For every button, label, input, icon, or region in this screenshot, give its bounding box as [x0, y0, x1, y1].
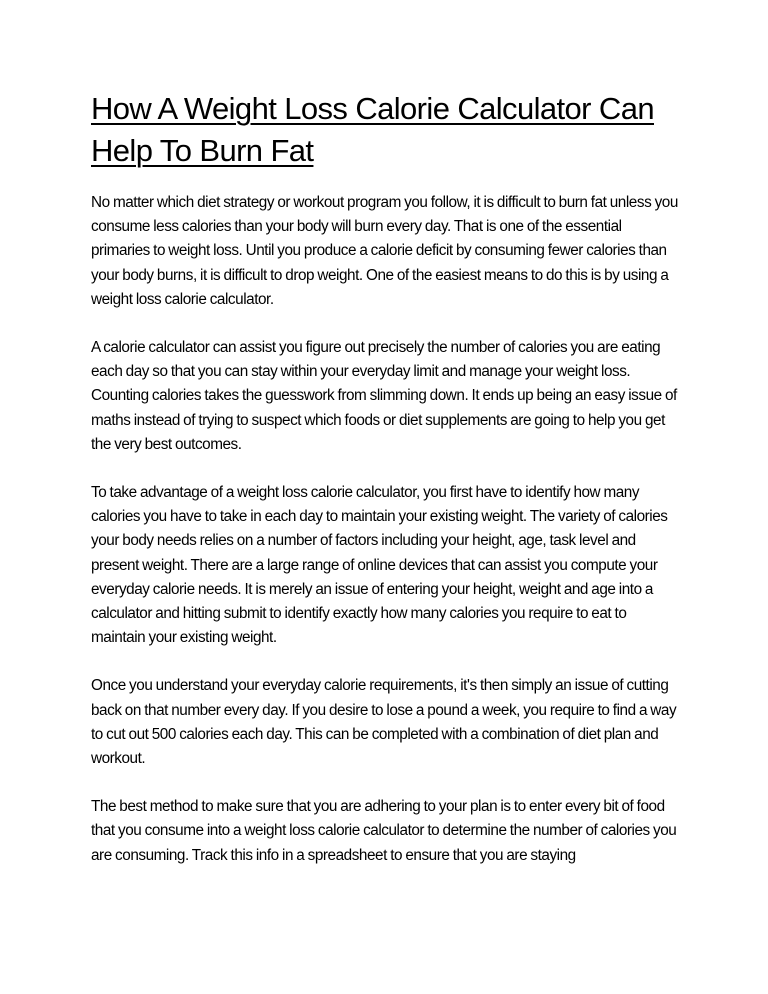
document-page: [91, 88, 681, 892]
paragraph-3: To take advantage of a weight loss calorie calculator, you first have to identify how many calories you have to take in each day to maintain your existing weight. The variety of calories your body needs relies on a number of factors including your height, age, task level and present weight. There are a large range of online devices that can assist you compute your everyday calorie needs. It is merely an issue of entering your height, weight and age into a calculator and hitting submit to identify exactly how many calories you require to eat to maintain your existing weight.: [91, 484, 668, 647]
paragraph-4: Once you understand your everyday calorie requirements, it's then simply an issue of cutting back on that number every day. If you desire to lose a pound a week, you require to find a way to cut out 500 calories each day. This can be completed with a combination of diet plan and workout.: [91, 677, 677, 768]
paragraph-1: No matter which diet strategy or workout program you follow, it is difficult to burn fat unless you consume less calories than your body will burn every day. That is one of the essential primaries to weight loss. Until you produce a calorie deficit by consuming fewer calories than your body burns, it is difficult to drop weight. One of the easiest means to do this is by using a weight loss calorie calculator.: [91, 194, 678, 308]
paragraph-2: A calorie calculator can assist you figure out precisely the number of calories you are eating each day so that you can stay within your everyday limit and manage your weight loss. Counting calories takes the guesswork from slimming down. It ends up being an easy issue of maths instead of trying to suspect which foods or diet supplements are going to help you get the very best outcomes.: [91, 339, 677, 453]
paragraph-5: The best method to make sure that you are adhering to your plan is to enter every bit of food that you consume into a weight loss calorie calculator to determine the number of calories you are consuming. Track this info in a spreadsheet to ensure that you are staying: [91, 798, 677, 864]
document-title: How A Weight Loss Calorie Calculator Can Help To Burn Fat: [91, 91, 654, 168]
